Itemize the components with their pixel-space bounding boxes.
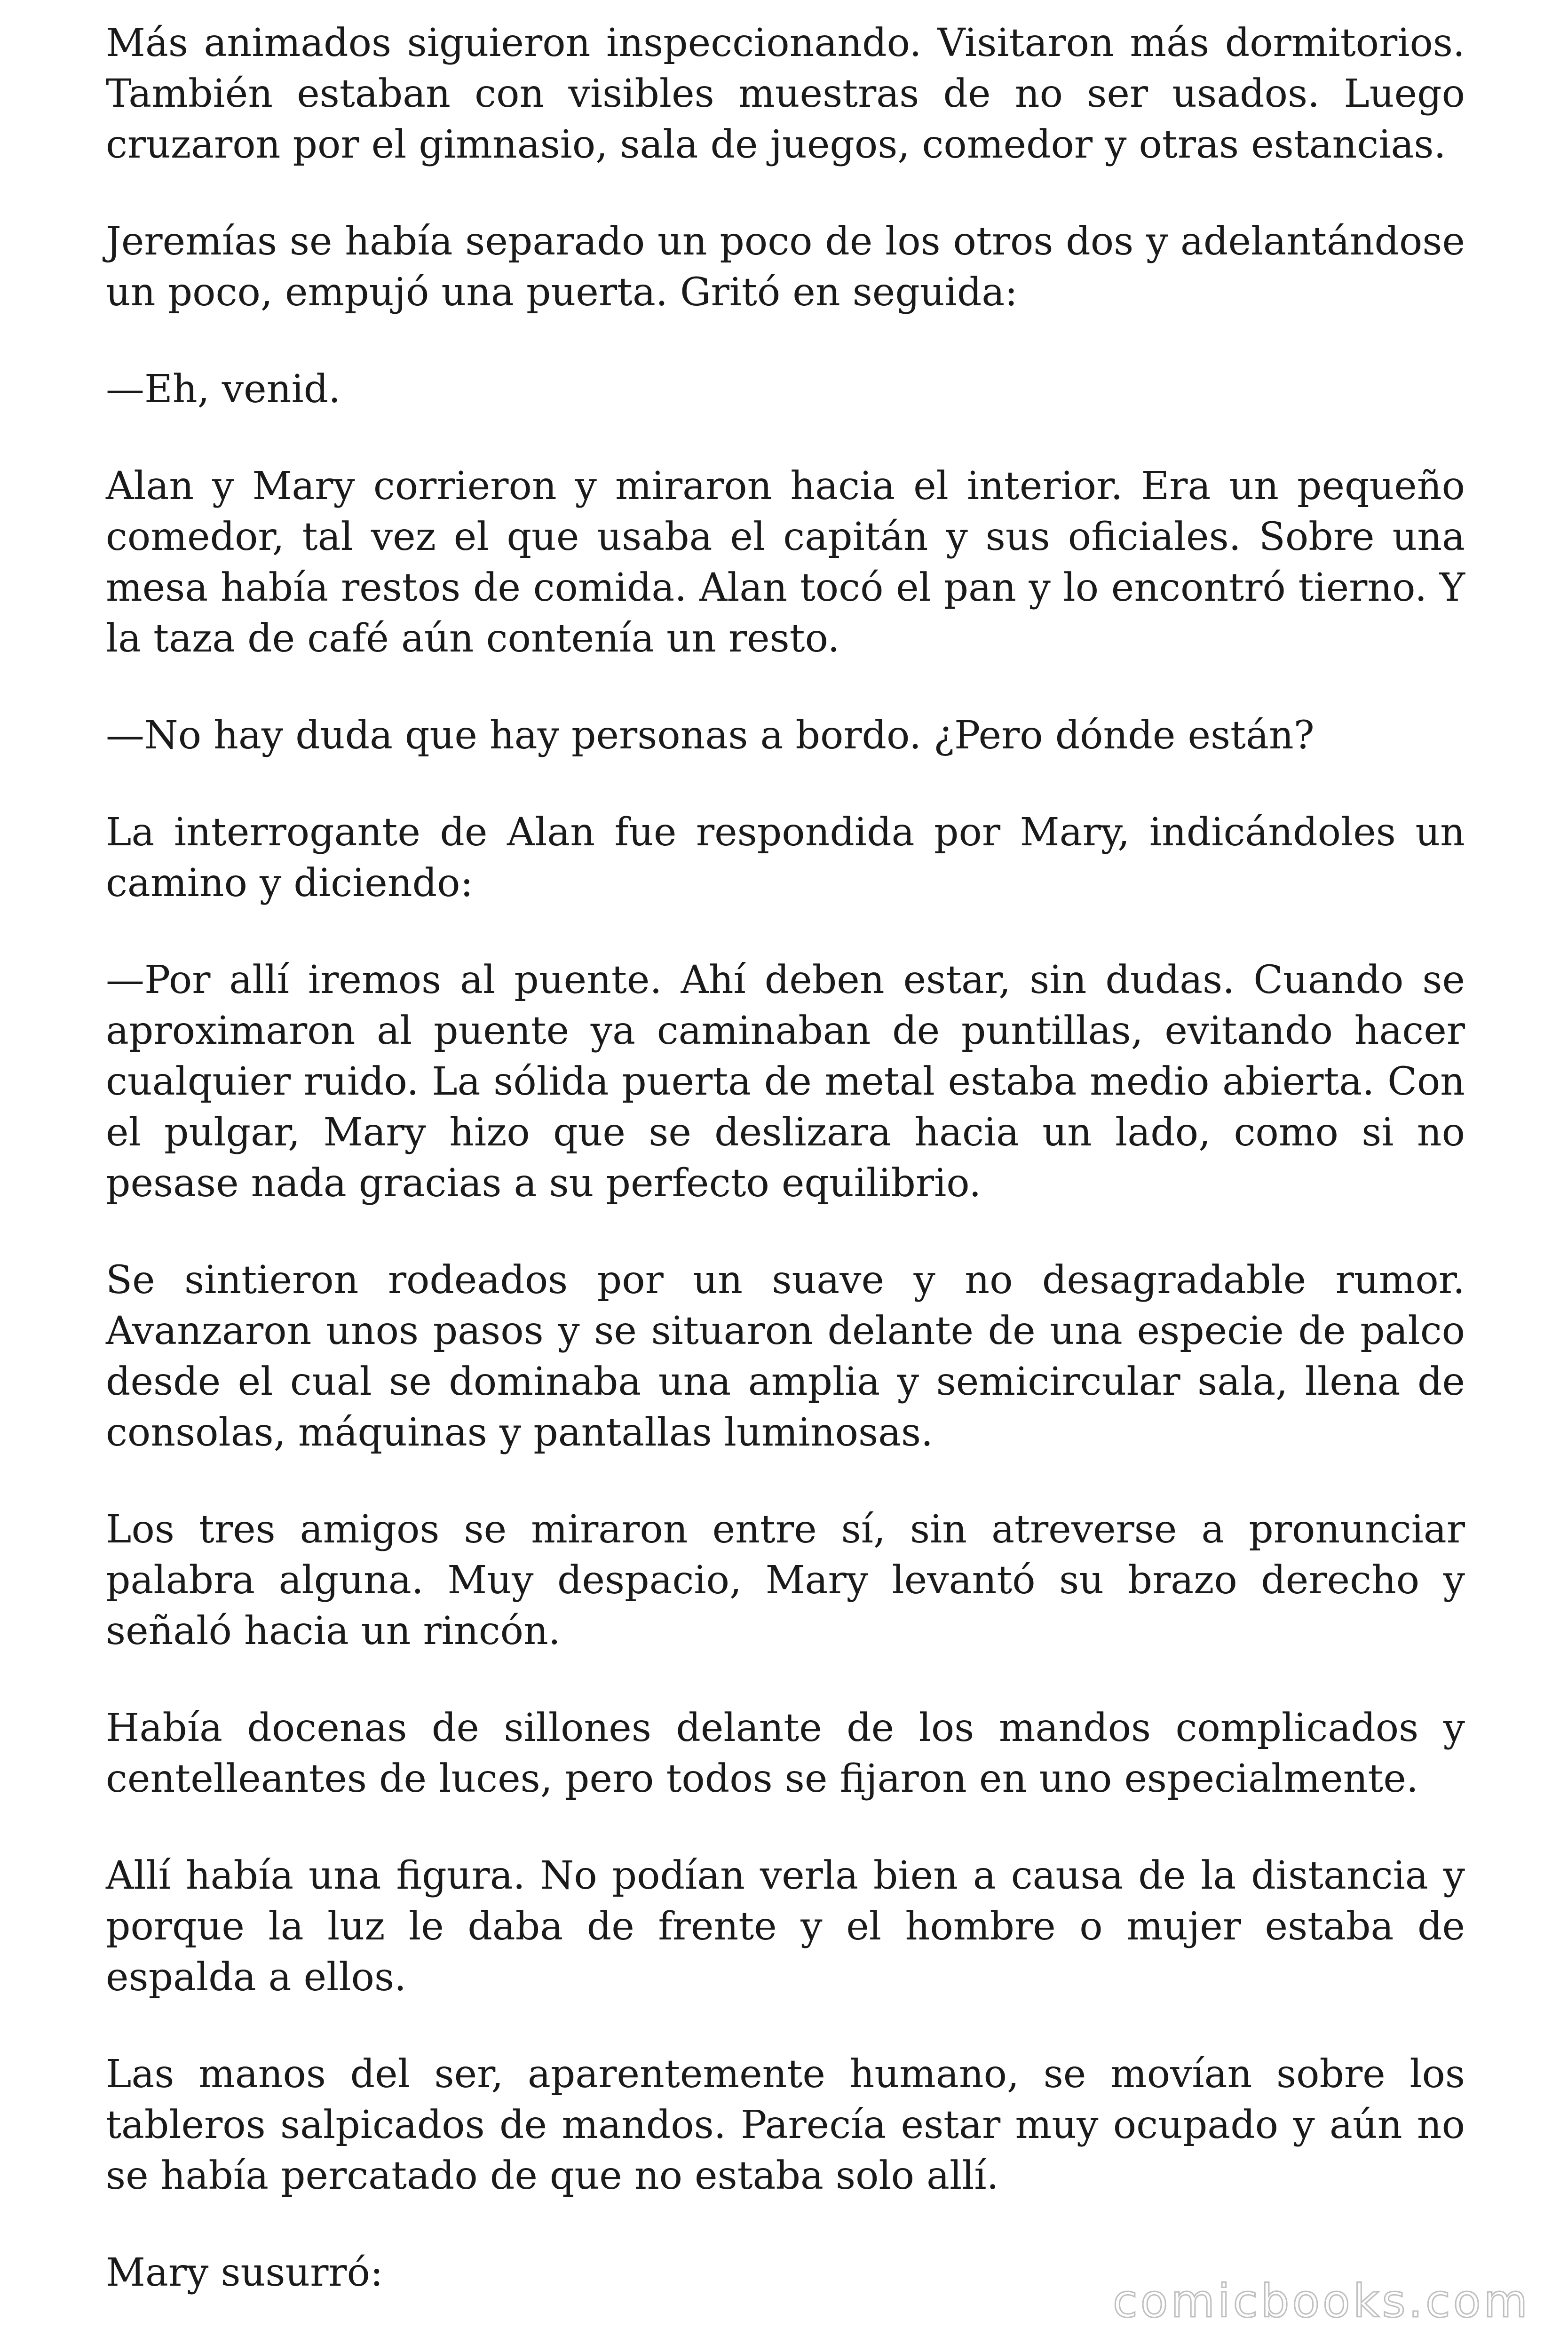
paragraph-5: —No hay duda que hay personas a bordo. ¿Pero dónde están?	[106, 713, 1315, 758]
paragraph-6: La interrogante de Alan fue respondida por Mary, indicándoles un camino y diciendo:	[106, 810, 1465, 906]
paragraph-2: Jeremías se había separado un poco de los otros dos y adelantándose un poco, empujó una puerta. Gritó en seguida:	[106, 219, 1465, 315]
paragraph-7: —Por allí iremos al puente. Ahí deben estar, sin dudas. Cuando se aproximaron al puente ya caminaban de puntillas, evitando hacer cualquier ruido. La sólida puerta de metal estaba medio abierta. Con el pulgar, Mary hizo que se deslizara hacia un lado, como si no pesase nada gracias a su perfecto equilibrio.	[106, 958, 1465, 1206]
paragraph-11: Allí había una figura. No podían verla bien a causa de la distancia y porque la luz le daba de frente y el hombre o mujer estaba de espalda a ellos.	[106, 1853, 1465, 2000]
paragraph-4: Alan y Mary corrieron y miraron hacia el interior. Era un pequeño comedor, tal vez el que usaba el capitán y sus oficiales. Sobre una mesa había restos de comida. Alan tocó el pan y lo encontró tierno. Y la taza de café aún contenía un resto.	[106, 464, 1465, 661]
watermark-logo: comicbooks.com	[1112, 2275, 1530, 2328]
document-page	[106, 18, 1465, 2298]
paragraph-9: Los tres amigos se miraron entre sí, sin atreverse a pronunciar palabra alguna. Muy despacio, Mary levantó su brazo derecho y señaló hacia un rincón.	[106, 1507, 1465, 1653]
paragraph-8: Se sintieron rodeados por un suave y no desagradable rumor. Avanzaron unos pasos y se situaron delante de una especie de palco desde el cual se dominaba una amplia y semicircular sala, llena de consolas, máquinas y pantallas luminosas.	[106, 1258, 1465, 1455]
paragraph-3: —Eh, venid.	[106, 367, 341, 412]
paragraph-10: Había docenas de sillones delante de los mandos complicados y centelleantes de luces, pero todos se fijaron en uno especialmente.	[106, 1706, 1465, 1801]
paragraph-13: Mary susurró:	[106, 2250, 383, 2295]
paragraph-1: Más animados siguieron inspeccionando. Visitaron más dormitorios. También estaban con visibles muestras de no ser usados. Luego cruzaron por el gimnasio, sala de juegos, comedor y otras estancias.	[106, 21, 1465, 167]
paragraph-12: Las manos del ser, aparentemente humano, se movían sobre los tableros salpicados de mandos. Parecía estar muy ocupado y aún no se había percatado de que no estaba solo allí.	[106, 2052, 1465, 2198]
